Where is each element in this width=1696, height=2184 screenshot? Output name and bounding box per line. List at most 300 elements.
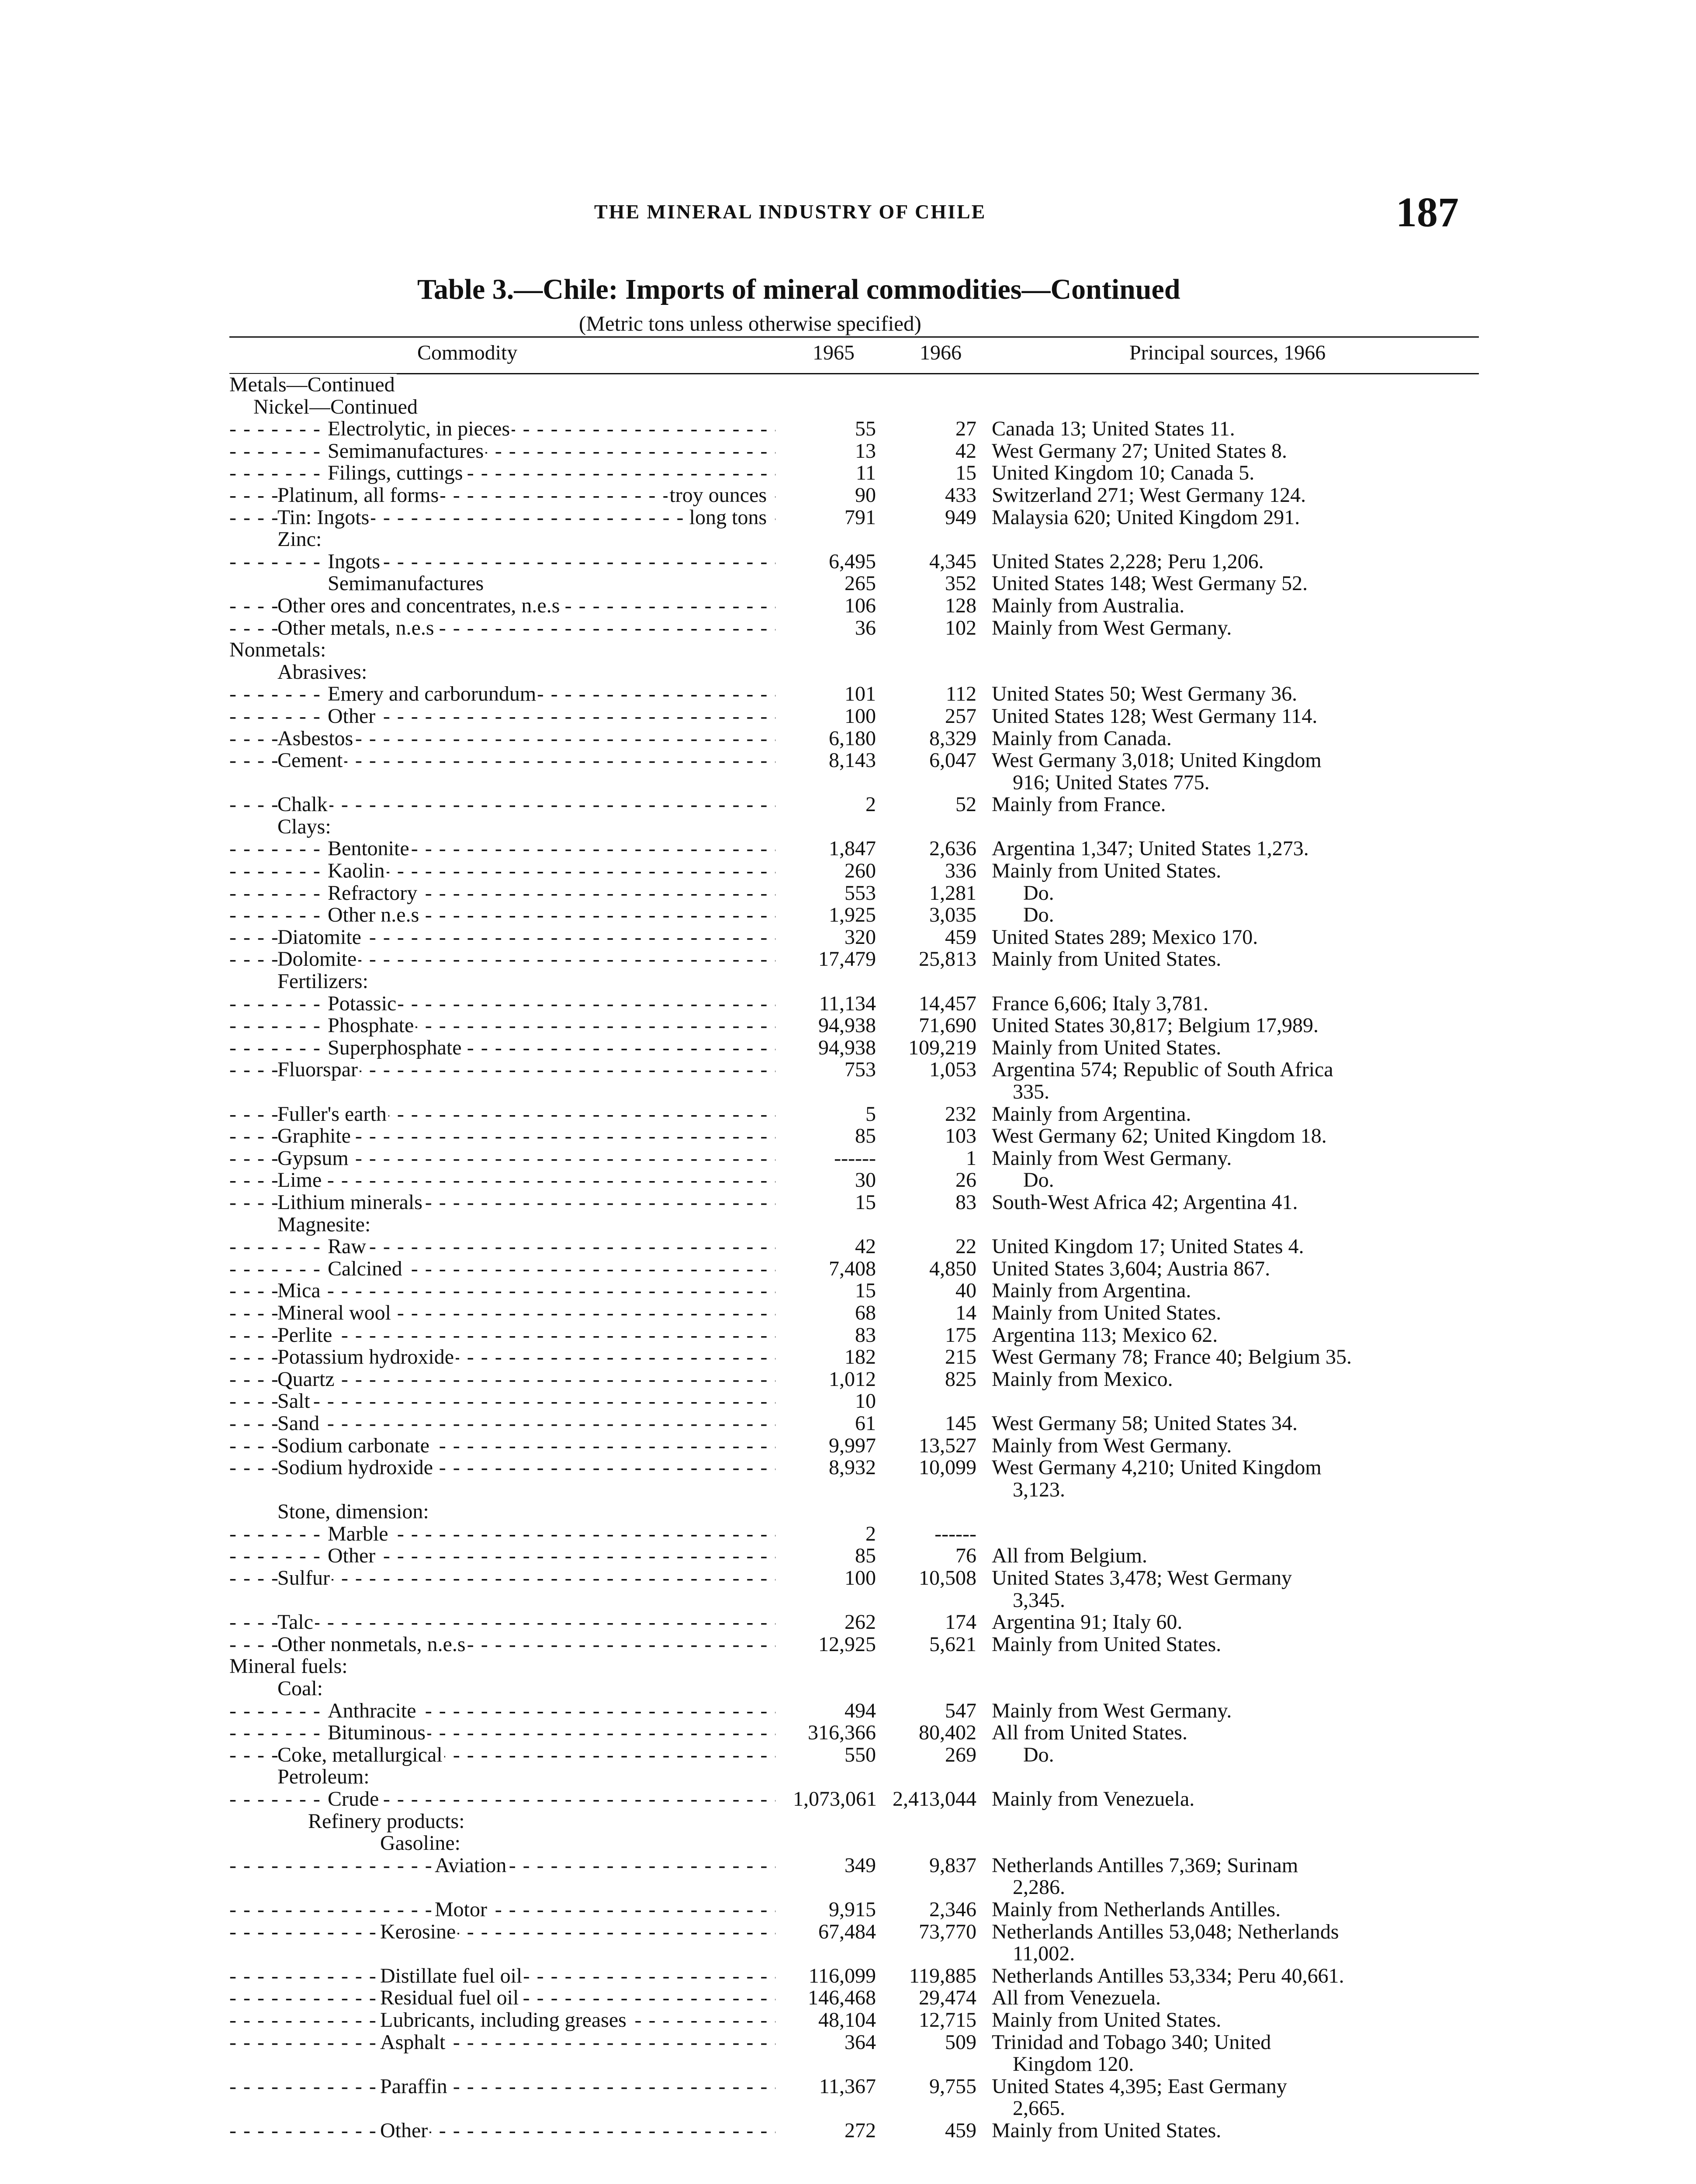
table-row bbox=[229, 1655, 1479, 1678]
commodity-cell bbox=[229, 1081, 775, 1103]
principal-sources: Do. bbox=[992, 1743, 1054, 1766]
value-1966: 27 bbox=[955, 417, 976, 441]
commodity-cell bbox=[229, 1501, 775, 1523]
value-1966: 14 bbox=[955, 1301, 976, 1324]
commodity-cell bbox=[229, 484, 775, 507]
principal-sources: All from United States. bbox=[992, 1721, 1187, 1745]
table-row bbox=[229, 1457, 1479, 1479]
commodity-label: Nonmetals: bbox=[229, 639, 328, 661]
commodity-label: Sand bbox=[277, 1413, 321, 1435]
value-1965: 7,408 bbox=[829, 1257, 876, 1280]
table-row bbox=[229, 1103, 1479, 1126]
table-row bbox=[229, 507, 1479, 529]
principal-sources: All from Belgium. bbox=[992, 1544, 1147, 1568]
principal-sources: Mainly from Canada. bbox=[992, 726, 1172, 750]
table-row bbox=[229, 1147, 1479, 1170]
table-row bbox=[229, 1567, 1479, 1590]
commodity-cell bbox=[229, 948, 775, 971]
commodity-cell bbox=[229, 1590, 775, 1612]
principal-sources: Argentina 1,347; United States 1,273. bbox=[992, 837, 1309, 860]
commodity-label: Other metals, n.e.s bbox=[277, 617, 436, 639]
commodity-cell bbox=[229, 750, 775, 772]
principal-sources: Argentina 91; Italy 60. bbox=[992, 1610, 1183, 1634]
commodity-cell bbox=[229, 971, 775, 993]
commodity-label: Bentonite bbox=[328, 838, 411, 860]
commodity-cell bbox=[229, 926, 775, 949]
commodity-cell bbox=[229, 1368, 775, 1391]
table-row bbox=[229, 1678, 1479, 1700]
commodity-cell bbox=[229, 1611, 775, 1634]
table-row bbox=[229, 1523, 1479, 1545]
commodity-label: Motor bbox=[435, 1899, 489, 1921]
value-1965: 11,367 bbox=[819, 2074, 876, 2098]
value-1965: 11 bbox=[855, 461, 876, 485]
commodity-cell bbox=[229, 2032, 775, 2054]
commodity-label: Calcined bbox=[328, 1258, 404, 1280]
table-row bbox=[229, 2120, 1479, 2142]
table-row bbox=[229, 816, 1479, 838]
value-1965: 320 bbox=[845, 925, 876, 949]
commodity-label: Lime bbox=[277, 1169, 323, 1192]
table-row bbox=[229, 418, 1479, 440]
table-row bbox=[229, 1081, 1479, 1103]
commodity-cell bbox=[229, 1457, 775, 1479]
commodity-label: Semimanufactures bbox=[328, 573, 485, 595]
value-1965: 30 bbox=[855, 1168, 876, 1192]
value-1966: 71,690 bbox=[919, 1014, 976, 1037]
table-row bbox=[229, 374, 1479, 396]
commodity-label: Abrasives: bbox=[277, 661, 369, 684]
commodity-label: Stone, dimension: bbox=[277, 1501, 431, 1523]
commodity-cell bbox=[229, 2076, 775, 2098]
value-1966: 119,885 bbox=[909, 1964, 976, 1987]
value-1965: 11,134 bbox=[819, 992, 876, 1015]
value-1966: 29,474 bbox=[919, 1986, 976, 2010]
table-row bbox=[229, 794, 1479, 816]
value-1965: 94,938 bbox=[818, 1036, 876, 1059]
table-row bbox=[229, 462, 1479, 484]
commodity-label: Coke, metallurgical bbox=[277, 1744, 444, 1766]
commodity-label: Graphite bbox=[277, 1125, 353, 1147]
table-row bbox=[229, 728, 1479, 750]
commodity-cell bbox=[229, 2009, 775, 2032]
commodity-cell bbox=[229, 1943, 775, 1965]
commodity-cell bbox=[229, 1634, 775, 1656]
value-1965: 1,012 bbox=[829, 1367, 876, 1391]
value-1966: 76 bbox=[955, 1544, 976, 1568]
table-row bbox=[229, 1037, 1479, 1059]
value-1966: 14,457 bbox=[919, 992, 976, 1015]
commodity-label: Asphalt bbox=[380, 2032, 447, 2054]
principal-sources: All from Venezuela. bbox=[992, 1986, 1161, 2010]
value-1966: 949 bbox=[945, 505, 976, 529]
principal-sources: Mainly from Argentina. bbox=[992, 1279, 1191, 1303]
commodity-cell bbox=[229, 728, 775, 750]
commodity-label: Emery and carborundum bbox=[328, 683, 538, 705]
commodity-label: Lithium minerals bbox=[277, 1192, 424, 1214]
value-1966: 336 bbox=[945, 859, 976, 883]
principal-sources: Mainly from United States. bbox=[992, 2008, 1222, 2032]
value-1966: 825 bbox=[945, 1367, 976, 1391]
table-row bbox=[229, 860, 1479, 882]
commodity-label: Talc bbox=[277, 1611, 315, 1634]
table-row bbox=[229, 1855, 1479, 1877]
commodity-label: Dolomite bbox=[277, 948, 358, 971]
principal-sources: Switzerland 271; West Germany 124. bbox=[992, 483, 1306, 507]
value-1965: 85 bbox=[855, 1124, 876, 1148]
commodity-cell bbox=[229, 1147, 775, 1170]
value-1966: 175 bbox=[945, 1323, 976, 1347]
value-1966: 128 bbox=[945, 594, 976, 617]
commodity-cell bbox=[229, 418, 775, 440]
commodity-cell bbox=[229, 1567, 775, 1590]
table-row bbox=[229, 750, 1479, 772]
principal-sources: Malaysia 620; United Kingdom 291. bbox=[992, 505, 1300, 529]
commodity-label: Semimanufactures bbox=[328, 440, 485, 463]
table-row bbox=[229, 1059, 1479, 1081]
commodity-cell bbox=[229, 816, 775, 838]
commodity-cell bbox=[229, 1700, 775, 1722]
value-1965: 13 bbox=[855, 439, 876, 463]
table-row bbox=[229, 1015, 1479, 1037]
table-row bbox=[229, 484, 1479, 507]
table-row bbox=[229, 1611, 1479, 1634]
commodity-label: Clays: bbox=[277, 816, 333, 838]
table-row bbox=[229, 683, 1479, 705]
commodity-label: Other bbox=[328, 1545, 377, 1567]
commodity-label: Tin: Ingots bbox=[277, 507, 371, 529]
commodity-cell bbox=[229, 1811, 775, 1833]
commodity-label: Anthracite bbox=[328, 1700, 418, 1722]
commodity-label: Mineral fuels: bbox=[229, 1655, 350, 1678]
commodity-cell bbox=[229, 1788, 775, 1811]
commodity-cell bbox=[229, 462, 775, 484]
table-row bbox=[229, 1943, 1479, 1965]
table-row bbox=[229, 617, 1479, 639]
principal-sources: Mainly from West Germany. bbox=[992, 616, 1232, 639]
commodity-label: Coal: bbox=[277, 1678, 325, 1700]
principal-sources: Mainly from France. bbox=[992, 793, 1166, 816]
value-1965: 260 bbox=[845, 859, 876, 883]
value-1966: 215 bbox=[945, 1345, 976, 1369]
commodity-label: Lubricants, including greases bbox=[380, 2009, 628, 2032]
commodity-label bbox=[229, 1943, 231, 1965]
commodity-cell bbox=[229, 1059, 775, 1081]
value-1965: 36 bbox=[855, 616, 876, 639]
table-row bbox=[229, 1545, 1479, 1567]
table-row bbox=[229, 1722, 1479, 1744]
commodity-label: Platinum, all forms bbox=[277, 484, 440, 507]
table-row bbox=[229, 1501, 1479, 1523]
value-1965: 116,099 bbox=[808, 1964, 876, 1987]
commodity-cell bbox=[229, 1545, 775, 1567]
commodity-cell bbox=[229, 374, 775, 396]
value-1965: 100 bbox=[845, 1566, 876, 1590]
commodity-cell bbox=[229, 1302, 775, 1324]
table-row bbox=[229, 1280, 1479, 1302]
value-1965: 1,925 bbox=[829, 903, 876, 927]
commodity-label: Asbestos bbox=[277, 728, 355, 750]
table-row bbox=[229, 1435, 1479, 1457]
commodity-cell bbox=[229, 1192, 775, 1214]
principal-sources: France 6,606; Italy 3,781. bbox=[992, 992, 1208, 1015]
table-row bbox=[229, 838, 1479, 860]
table-row bbox=[229, 1965, 1479, 1987]
value-1966: 1,281 bbox=[929, 881, 976, 905]
commodity-label: Aviation bbox=[435, 1855, 508, 1877]
principal-sources: Netherlands Antilles 53,048; Netherlands bbox=[992, 1920, 1339, 1943]
commodity-label bbox=[229, 2053, 231, 2076]
table-row bbox=[229, 639, 1479, 661]
commodity-label: Zinc: bbox=[277, 529, 323, 551]
commodity-cell bbox=[229, 1280, 775, 1302]
commodity-label bbox=[229, 1081, 231, 1103]
principal-sources: United States 3,604; Austria 867. bbox=[992, 1257, 1270, 1280]
table-row bbox=[229, 440, 1479, 463]
value-1965: 5 bbox=[865, 1102, 876, 1126]
table-row bbox=[229, 1921, 1479, 1943]
value-1965: 1,847 bbox=[829, 837, 876, 860]
value-1966: 459 bbox=[945, 925, 976, 949]
principal-sources: Mainly from United States. bbox=[992, 2118, 1222, 2142]
commodity-cell bbox=[229, 1435, 775, 1457]
table-row bbox=[229, 1192, 1479, 1214]
value-1966: 42 bbox=[955, 439, 976, 463]
commodity-cell bbox=[229, 860, 775, 882]
table-row bbox=[229, 1744, 1479, 1766]
table-row bbox=[229, 551, 1479, 573]
principal-sources: United Kingdom 17; United States 4. bbox=[992, 1235, 1304, 1258]
commodity-cell bbox=[229, 683, 775, 705]
commodity-label: Electrolytic, in pieces bbox=[328, 418, 512, 440]
value-1966: 232 bbox=[945, 1102, 976, 1126]
principal-sources: Mainly from United States. bbox=[992, 1301, 1222, 1324]
commodity-cell bbox=[229, 2120, 775, 2142]
value-1966: 13,527 bbox=[919, 1434, 976, 1457]
value-1965: 101 bbox=[845, 682, 876, 706]
value-1965: 83 bbox=[855, 1323, 876, 1347]
commodity-cell bbox=[229, 617, 775, 639]
value-1966: 145 bbox=[945, 1411, 976, 1435]
value-1965: 55 bbox=[855, 417, 876, 441]
commodity-label: Fertilizers: bbox=[277, 971, 370, 993]
value-1966: 352 bbox=[945, 572, 976, 595]
commodity-label: Marble bbox=[328, 1523, 390, 1545]
table-row bbox=[229, 1899, 1479, 1921]
value-1965: 15 bbox=[855, 1279, 876, 1303]
table-body bbox=[229, 374, 1479, 2142]
commodity-cell bbox=[229, 1766, 775, 1788]
table-row bbox=[229, 1302, 1479, 1324]
table-row bbox=[229, 1413, 1479, 1435]
value-1965: 364 bbox=[845, 2030, 876, 2054]
commodity-label: Potassium hydroxide bbox=[277, 1346, 456, 1368]
commodity-cell bbox=[229, 2053, 775, 2076]
commodity-label: Other bbox=[328, 705, 377, 728]
principal-sources: Do. bbox=[992, 1168, 1054, 1192]
principal-sources: West Germany 62; United Kingdom 18. bbox=[992, 1124, 1327, 1148]
commodity-label: Sodium hydroxide bbox=[277, 1457, 435, 1479]
commodity-cell bbox=[229, 1103, 775, 1126]
value-1965: 61 bbox=[855, 1411, 876, 1435]
value-1966: 83 bbox=[955, 1190, 976, 1214]
value-1966: 1,053 bbox=[929, 1058, 976, 1082]
principal-sources: 916; United States 775. bbox=[992, 771, 1210, 794]
commodity-label: Salt bbox=[277, 1390, 312, 1413]
table-row bbox=[229, 2076, 1479, 2098]
commodity-cell bbox=[229, 396, 775, 418]
commodity-cell bbox=[229, 1346, 775, 1368]
value-1966: 25,813 bbox=[919, 947, 976, 971]
commodity-cell bbox=[229, 838, 775, 860]
table-row bbox=[229, 1368, 1479, 1391]
principal-sources: Mainly from West Germany. bbox=[992, 1146, 1232, 1170]
table-row bbox=[229, 1700, 1479, 1722]
value-1966: 547 bbox=[945, 1699, 976, 1722]
value-1966: 5,621 bbox=[929, 1632, 976, 1656]
commodity-cell bbox=[229, 993, 775, 1015]
principal-sources: Kingdom 120. bbox=[992, 2053, 1134, 2076]
commodity-label: Fluorspar bbox=[277, 1059, 360, 1081]
value-1966: 103 bbox=[945, 1124, 976, 1148]
table-row bbox=[229, 1214, 1479, 1236]
table-row bbox=[229, 772, 1479, 794]
table-row bbox=[229, 1236, 1479, 1258]
commodity-cell bbox=[229, 1987, 775, 2009]
value-1965: 753 bbox=[845, 1058, 876, 1082]
principal-sources: United States 148; West Germany 52. bbox=[992, 572, 1308, 595]
commodity-label: Bituminous bbox=[328, 1722, 427, 1744]
value-1966: 12,715 bbox=[919, 2008, 976, 2032]
principal-sources: Netherlands Antilles 53,334; Peru 40,661. bbox=[992, 1964, 1344, 1987]
commodity-label bbox=[229, 1590, 231, 1612]
value-1966: 80,402 bbox=[919, 1721, 976, 1745]
table-row bbox=[229, 2098, 1479, 2120]
commodity-label: Quartz bbox=[277, 1368, 336, 1391]
principal-sources: West Germany 27; United States 8. bbox=[992, 439, 1288, 463]
header-1966: 1966 bbox=[920, 341, 962, 364]
principal-sources: United States 289; Mexico 170. bbox=[992, 925, 1258, 949]
principal-sources: Mainly from West Germany. bbox=[992, 1699, 1232, 1722]
table-row bbox=[229, 1766, 1479, 1788]
commodity-cell bbox=[229, 705, 775, 728]
commodity-label: Chalk bbox=[277, 794, 329, 816]
principal-sources: Argentina 574; Republic of South Africa bbox=[992, 1058, 1333, 1082]
principal-sources: United States 50; West Germany 36. bbox=[992, 682, 1298, 706]
value-1966: 174 bbox=[945, 1610, 976, 1634]
value-1966: 10,099 bbox=[919, 1456, 976, 1479]
commodity-cell bbox=[229, 1125, 775, 1147]
value-1966: 109,219 bbox=[908, 1036, 976, 1059]
principal-sources: Trinidad and Tobago 340; United bbox=[992, 2030, 1271, 2054]
commodity-label: Phosphate bbox=[328, 1015, 415, 1037]
value-1966: 112 bbox=[945, 682, 976, 706]
principal-sources: 3,123. bbox=[992, 1478, 1065, 1501]
principal-sources: Netherlands Antilles 7,369; Surinam bbox=[992, 1853, 1298, 1877]
commodity-cell bbox=[229, 1899, 775, 1921]
commodity-label: Potassic bbox=[328, 993, 398, 1015]
principal-sources: 11,002. bbox=[992, 1942, 1075, 1966]
commodity-cell bbox=[229, 1655, 775, 1678]
table-title: Table 3.—Chile: Imports of mineral commodities—Continued bbox=[417, 273, 1180, 305]
value-1965: 12,925 bbox=[818, 1632, 876, 1656]
principal-sources: 335. bbox=[992, 1080, 1049, 1103]
commodity-cell bbox=[229, 529, 775, 551]
value-1966: 4,850 bbox=[929, 1257, 976, 1280]
commodity-label: Diatomite bbox=[277, 926, 363, 949]
principal-sources: United States 2,228; Peru 1,206. bbox=[992, 549, 1264, 573]
commodity-cell bbox=[229, 1214, 775, 1236]
value-1965: 67,484 bbox=[818, 1920, 876, 1943]
table-row bbox=[229, 1258, 1479, 1280]
commodity-cell bbox=[229, 1479, 775, 1501]
commodity-cell bbox=[229, 661, 775, 684]
commodity-label: Other bbox=[380, 2120, 429, 2142]
commodity-label: Petroleum: bbox=[277, 1766, 371, 1788]
commodity-cell bbox=[229, 1324, 775, 1347]
value-1965: 146,468 bbox=[808, 1986, 876, 2010]
commodity-label: Sulfur bbox=[277, 1567, 332, 1590]
value-1965: 90 bbox=[855, 483, 876, 507]
header-commodity: Commodity bbox=[417, 341, 518, 364]
commodity-cell bbox=[229, 1015, 775, 1037]
value-1966: 1 bbox=[966, 1146, 976, 1170]
principal-sources: Mainly from Argentina. bbox=[992, 1102, 1191, 1126]
value-1965: 272 bbox=[845, 2118, 876, 2142]
commodity-cell bbox=[229, 1965, 775, 1987]
commodity-label: Perlite bbox=[277, 1324, 334, 1347]
table-row bbox=[229, 595, 1479, 617]
table-row bbox=[229, 2009, 1479, 2032]
value-1966: 269 bbox=[945, 1743, 976, 1766]
value-1966: 102 bbox=[945, 616, 976, 639]
commodity-label: Residual fuel oil bbox=[380, 1987, 520, 2009]
table-row bbox=[229, 661, 1479, 684]
principal-sources: Mainly from Mexico. bbox=[992, 1367, 1173, 1391]
commodity-label: Sodium carbonate bbox=[277, 1435, 431, 1457]
page-number: 187 bbox=[1396, 189, 1459, 235]
commodity-cell bbox=[229, 1876, 775, 1899]
principal-sources: West Germany 3,018; United Kingdom bbox=[992, 749, 1322, 772]
table-row bbox=[229, 1876, 1479, 1899]
commodity-label: Raw bbox=[328, 1236, 368, 1258]
principal-sources: Mainly from United States. bbox=[992, 859, 1222, 883]
table-row bbox=[229, 1590, 1479, 1612]
commodity-cell bbox=[229, 1037, 775, 1059]
table-row bbox=[229, 993, 1479, 1015]
commodity-cell bbox=[229, 440, 775, 463]
commodity-label: Metals—Continued bbox=[229, 374, 397, 396]
value-1965: 316,366 bbox=[808, 1721, 876, 1745]
value-1966: 2,636 bbox=[929, 837, 976, 860]
commodity-label: Other ores and concentrates, n.e.s bbox=[277, 595, 561, 617]
table-row bbox=[229, 904, 1479, 926]
commodity-label: Cement bbox=[277, 750, 344, 772]
value-1965: 15 bbox=[855, 1190, 876, 1214]
table-row bbox=[229, 926, 1479, 949]
commodity-label: Fuller's earth bbox=[277, 1103, 388, 1126]
value-1965: 85 bbox=[855, 1544, 876, 1568]
principal-sources: Do. bbox=[992, 881, 1054, 905]
commodity-label: Gypsum bbox=[277, 1147, 350, 1170]
commodity-label: Refractory bbox=[328, 882, 419, 905]
principal-sources: Mainly from United States. bbox=[992, 947, 1222, 971]
table-row bbox=[229, 529, 1479, 551]
commodity-label: Filings, cuttings bbox=[328, 462, 464, 484]
commodity-label: Other nonmetals, n.e.s bbox=[277, 1634, 467, 1656]
table-row bbox=[229, 1346, 1479, 1368]
commodity-cell bbox=[229, 507, 775, 529]
